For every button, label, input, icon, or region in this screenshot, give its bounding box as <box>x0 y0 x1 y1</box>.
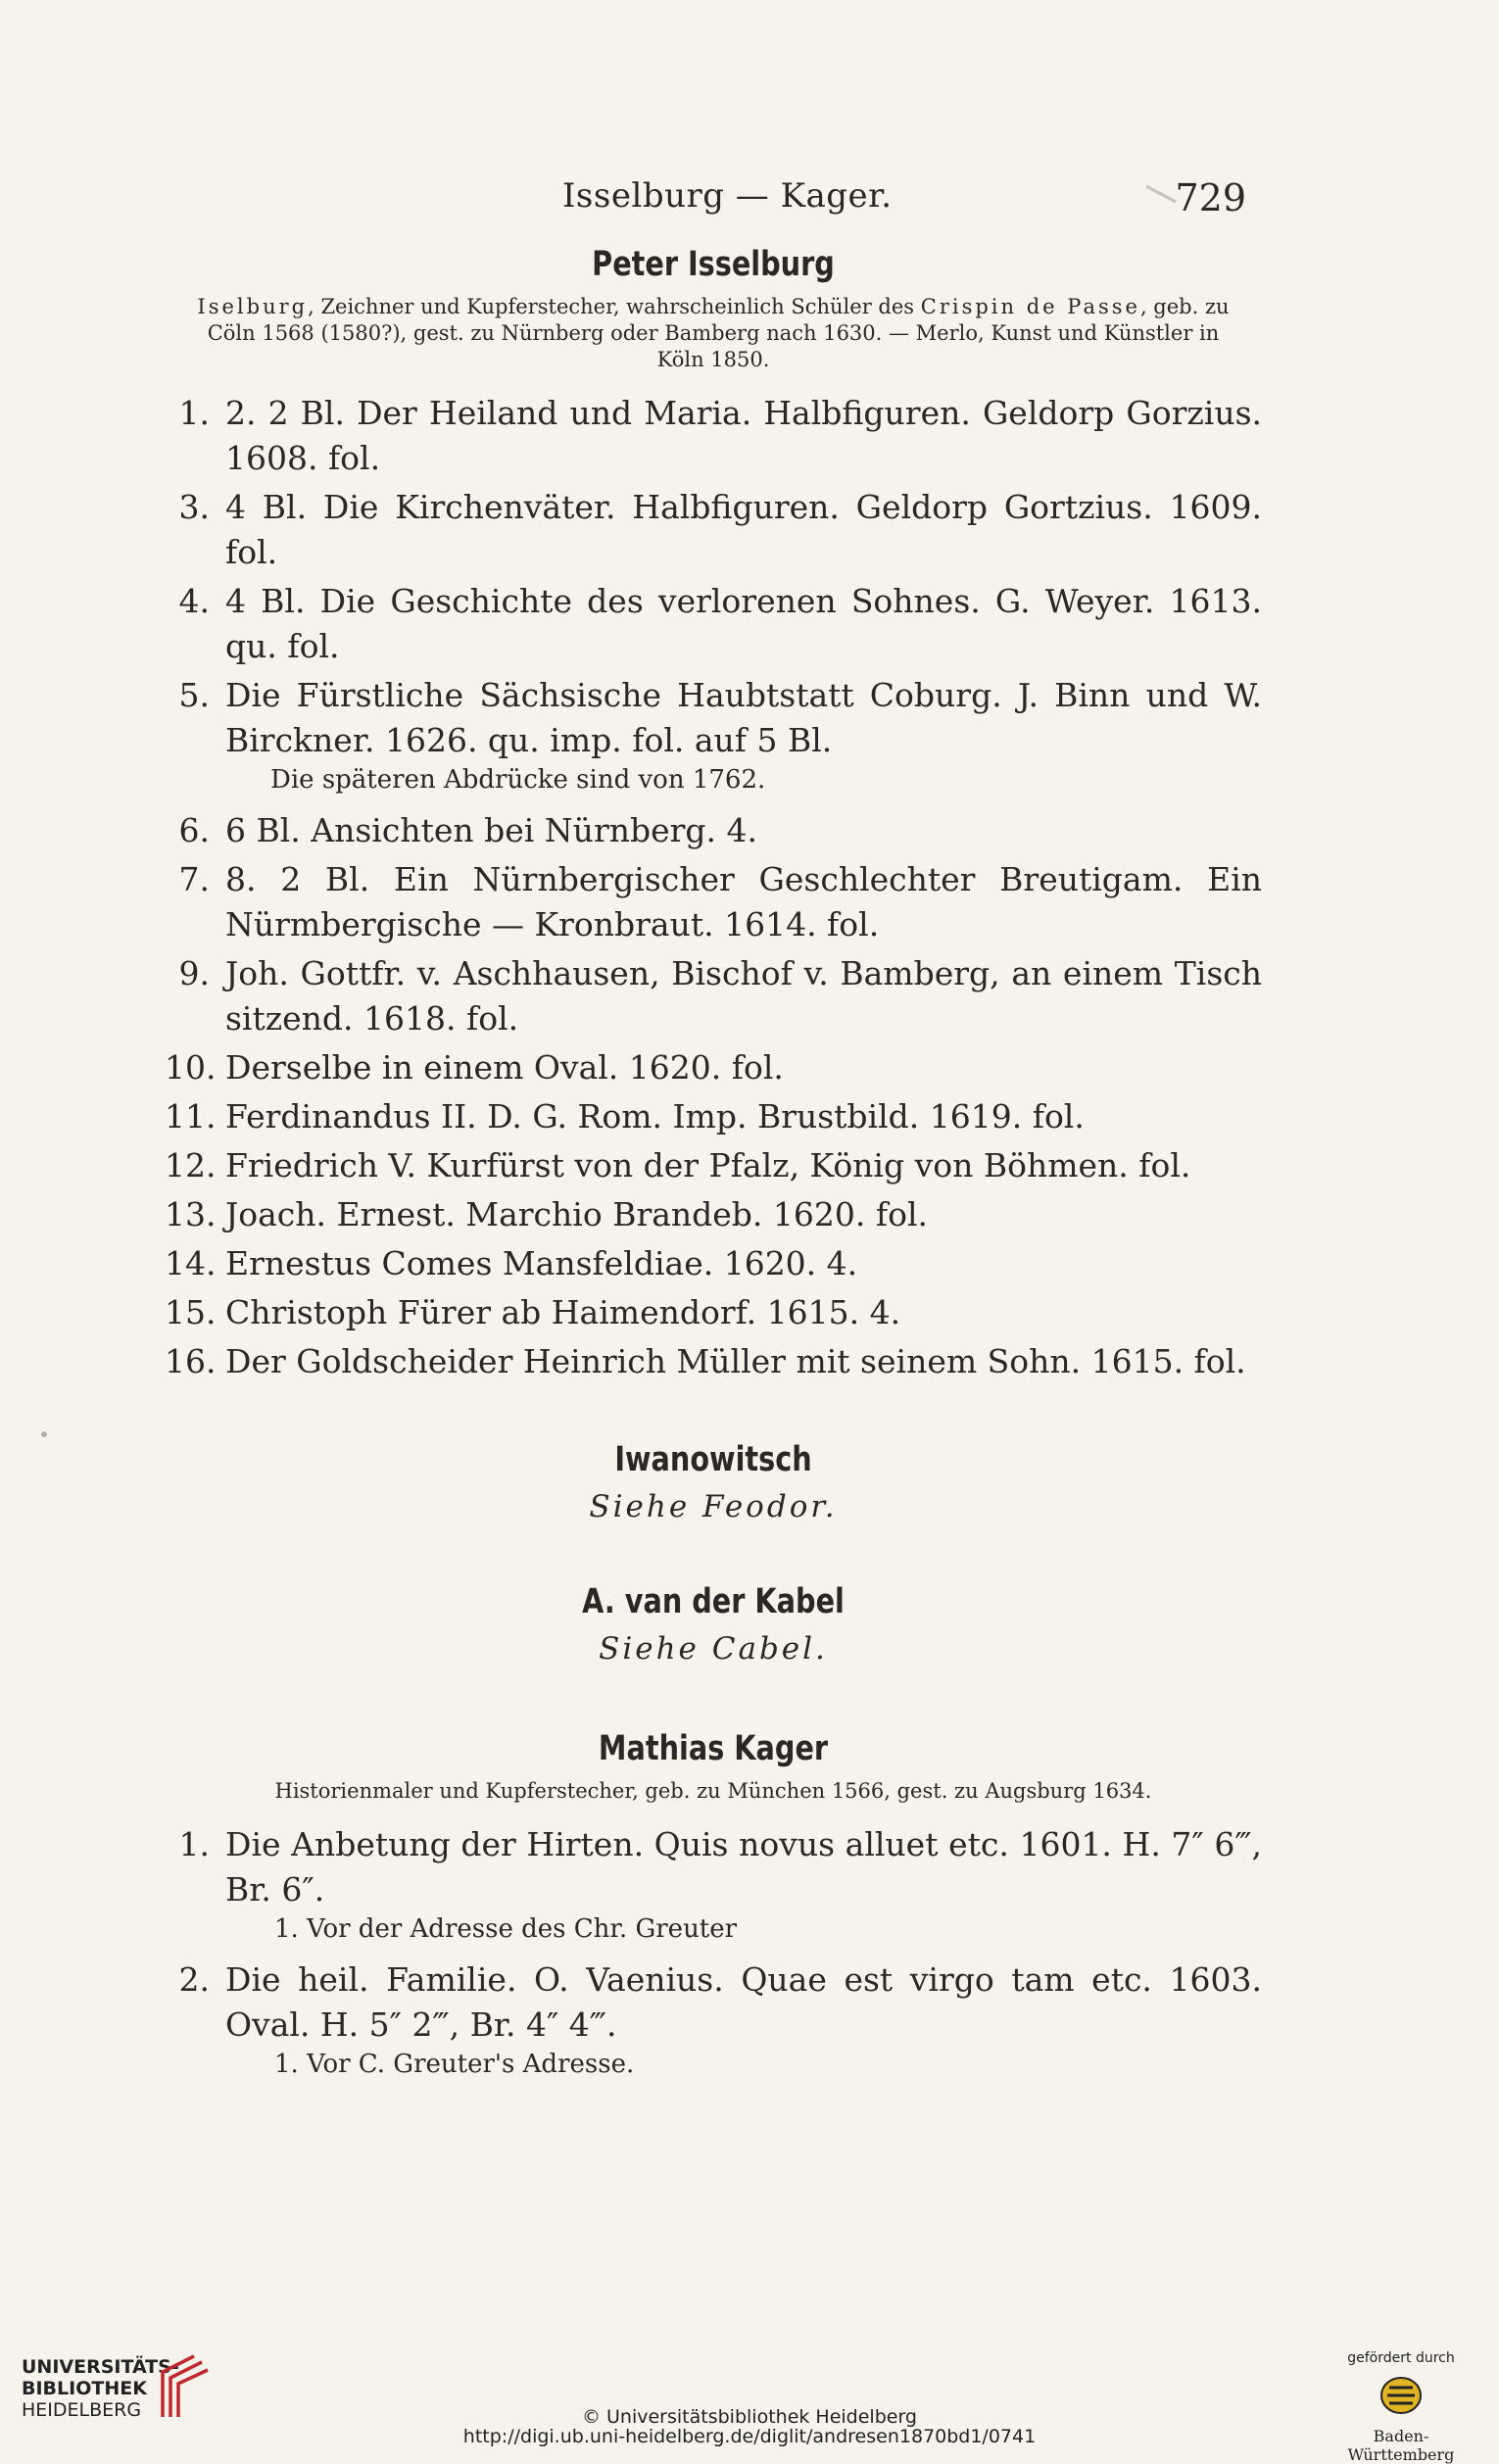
bio-teacher: Crispin de Passe <box>920 295 1140 318</box>
scan-speck-icon <box>39 1428 49 1440</box>
entry-number: 6. <box>178 811 210 849</box>
state-coat-of-arms-icon <box>1379 2374 1423 2417</box>
entry-number: 14. <box>165 1244 217 1282</box>
section-title: A. van der Kabel <box>582 1582 845 1621</box>
entry-number: 1. <box>178 394 210 432</box>
entry-text: Ernestus Comes Mansfeldiae. 1620. 4. <box>225 1244 858 1282</box>
entry-text: Joh. Gottfr. v. Aschhausen, Bischof v. Bamberg, an einem Tisch sitzend. 1618. fol. <box>225 954 1262 1038</box>
entry-number: 10. <box>165 1048 217 1087</box>
copyright-notice <box>0 2407 1499 2446</box>
catalogue-entry <box>165 1957 1262 2048</box>
entry-number: 4. <box>178 582 210 620</box>
catalogue-entry <box>165 1290 1262 1335</box>
permalink[interactable]: http://digi.ub.uni-heidelberg.de/diglit/andresen1870bd1/0741 <box>462 2426 1037 2447</box>
entry-text: Der Goldscheider Heinrich Müller mit seinem Sohn. 1615. fol. <box>225 1342 1246 1380</box>
sponsor-name: Baden-Württemberg <box>1347 2427 1455 2464</box>
section-title: Mathias Kager <box>598 1729 829 1768</box>
entry-text: Die heil. Familie. O. Vaenius. Quae est virgo tam etc. 1603. Oval. H. 5″ 2‴, Br. 4″ 4‴. <box>225 1960 1262 2044</box>
catalogue-entry <box>165 1192 1262 1237</box>
entry-text: Christoph Fürer ab Haimendorf. 1615. 4. <box>225 1293 901 1331</box>
entry-number: 3. <box>178 488 210 526</box>
entry-number: 5. <box>178 676 210 714</box>
section-isselburg <box>165 245 1262 1388</box>
section-kager <box>165 1729 1262 2093</box>
section-title: Iwanowitsch <box>614 1440 812 1479</box>
catalogue-entry <box>165 1143 1262 1188</box>
entry-text: 6 Bl. Ansichten bei Nürnberg. 4. <box>225 811 757 849</box>
see-reference: Siehe Feodor. <box>589 1489 838 1524</box>
entry-text: 8. 2 Bl. Ein Nürnbergischer Geschlechter Breutigam. Ein Nürmbergische — Kronbraut. 1614. fol. <box>225 860 1262 943</box>
bio-text: , Zeichner und Kupferstecher, wahrscheinlich Schüler des <box>308 295 921 318</box>
catalogue-list <box>165 391 1262 1384</box>
catalogue-entry <box>165 1822 1262 1912</box>
catalogue-entry <box>165 1094 1262 1139</box>
bio-name: Iselburg <box>197 295 309 318</box>
sponsor-block <box>1323 2350 1479 2464</box>
entry-note: 1. Vor C. Greuter's Adresse. <box>274 2050 635 2079</box>
catalogue-list <box>165 1822 1262 2083</box>
catalogue-entry <box>165 391 1262 481</box>
entry-text: Friedrich V. Kurfürst von der Pfalz, König von Böhmen. fol. <box>225 1146 1191 1184</box>
entry-number: 11. <box>165 1097 217 1135</box>
entry-text: 4 Bl. Die Geschichte des verlorenen Sohnes. G. Weyer. 1613. qu. fol. <box>225 582 1262 665</box>
catalogue-entry <box>165 1241 1262 1286</box>
artist-bio <box>165 294 1262 373</box>
catalogue-entry <box>165 808 1262 853</box>
section-title: Peter Isselburg <box>592 245 835 284</box>
entry-number: 15. <box>165 1293 217 1331</box>
entry-number: 13. <box>165 1195 217 1233</box>
catalogue-entry <box>165 673 1262 763</box>
catalogue-entry <box>165 857 1262 947</box>
catalogue-entry <box>165 951 1262 1041</box>
entry-text: Die Anbetung der Hirten. Quis novus alluet etc. 1601. H. 7″ 6‴, Br. 6″. <box>225 1825 1262 1908</box>
entry-text: Joach. Ernest. Marchio Brandeb. 1620. fol. <box>225 1195 928 1233</box>
entry-number: 1. <box>178 1825 210 1863</box>
catalogue-entry <box>165 1045 1262 1090</box>
scan-mark-icon <box>1144 182 1180 206</box>
entry-number: 12. <box>165 1146 217 1184</box>
sponsor-label: gefördert durch <box>1347 2350 1455 2366</box>
library-name-line: UNIVERSITÄTS- <box>22 2356 179 2378</box>
artist-bio: Historienmaler und Kupferstecher, geb. zu München 1566, gest. zu Augsburg 1634. <box>274 1779 1152 1803</box>
running-title: Isselburg — Kager. <box>562 176 893 216</box>
running-head <box>0 176 1499 219</box>
entry-number: 9. <box>178 954 210 992</box>
entry-text: Ferdinandus II. D. G. Rom. Imp. Brustbild. 1619. fol. <box>225 1097 1085 1135</box>
library-name-line: HEIDELBERG <box>22 2399 142 2421</box>
entry-note: 1. Vor der Adresse des Chr. Greuter <box>274 1914 738 1944</box>
catalogue-entry <box>165 1339 1262 1384</box>
copyright-text: © Universitätsbibliothek Heidelberg <box>581 2406 917 2428</box>
catalogue-entry <box>165 579 1262 669</box>
entry-text: Die Fürstliche Sächsische Haubtstatt Coburg. J. Binn und W. Birckner. 1626. qu. imp. fol. auf 5 Bl. <box>225 676 1262 759</box>
entry-text: 2. 2 Bl. Der Heiland und Maria. Halbfiguren. Geldorp Gorzius. 1608. fol. <box>225 394 1262 477</box>
section-kabel <box>165 1582 1262 1667</box>
page-number: 729 <box>1175 176 1246 219</box>
entry-number: 2. <box>178 1960 210 1999</box>
entry-number: 16. <box>165 1342 217 1380</box>
bio-text: , geb. zu Cöln 1568 (1580?), gest. zu Nürnberg oder Bamberg nach 1630. — Merlo, Kunst und Künstler in Köln 1850. <box>207 295 1230 371</box>
see-reference: Siehe Cabel. <box>599 1631 828 1667</box>
entry-number: 7. <box>178 860 210 898</box>
digitization-footer <box>0 2337 1499 2464</box>
entry-note: Die späteren Abdrücke sind von 1762. <box>270 765 766 795</box>
entry-text: Derselbe in einem Oval. 1620. fol. <box>225 1048 784 1087</box>
catalogue-entry <box>165 485 1262 575</box>
section-iwanowitsch <box>165 1440 1262 1524</box>
entry-text: 4 Bl. Die Kirchenväter. Halbfiguren. Geldorp Gortzius. 1609. fol. <box>225 488 1262 571</box>
library-name-line: BIBLIOTHEK <box>22 2378 147 2399</box>
